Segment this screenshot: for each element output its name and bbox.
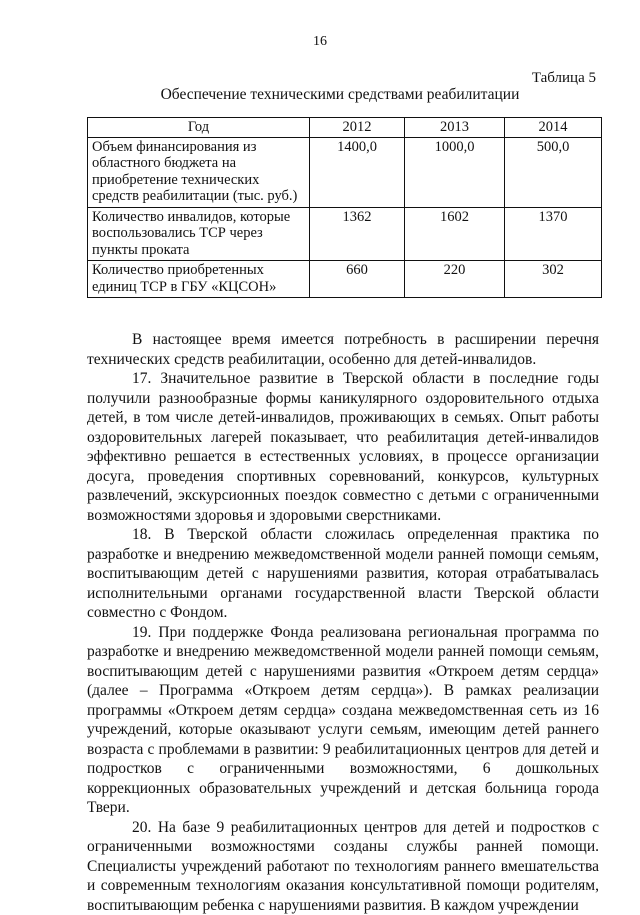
paragraph: 18. В Тверской области сложилась определенная практика по разработке и внедрению межведомственной модели ранней помощи семьям, воспитывающим детей с нарушениями развития, которая отрабатывалась исполнительными органами государственной власти Тверской области совместно с Фондом.: [87, 525, 599, 623]
table-row: [88, 261, 602, 298]
paragraph: 19. При поддержке Фонда реализована региональная программа по разработке и внедрению межведомственной модели ранней помощи семьям, воспитывающим детей с нарушениями развития «Откроем детям сердца» (далее – Программа «Откроем детям сердца»). В рамках реализации программы «Откроем детям сердца» создана межведомственная сеть из 16 учреждений, которые оказывают услуги семьям, имеющим детей раннего возраста с проблемами в развитии: 9 реабилитационных центров для детей и подростков с ограниченными возможностями, 6 дошкольных коррекционных образовательных учреждений и детская больница города Твери.: [87, 623, 599, 818]
cell-value: 1602: [405, 207, 505, 261]
table-label: Таблица 5: [532, 70, 596, 87]
cell-value: 220: [405, 261, 505, 298]
rehabilitation-means-table: [87, 117, 602, 298]
row-label: Количество приобретенных единиц ТСР в ГБУ «КЦСОН»: [88, 261, 310, 298]
table-header-row: [88, 118, 602, 138]
header-2012: 2012: [310, 118, 405, 138]
header-year: Год: [88, 118, 310, 138]
paragraph: 20. На базе 9 реабилитационных центров для детей и подростков с ограниченными возможностями созданы службы ранней помощи. Специалисты учреждений работают по технологиям раннего вмешательства и современным технологиям оказания консультативной помощи родителям, воспитывающим ребенка с нарушениями развития. В каждом учреждении: [87, 818, 599, 915]
cell-value: 660: [310, 261, 405, 298]
table-row: [88, 207, 602, 261]
header-2013: 2013: [405, 118, 505, 138]
page-number: 16: [0, 34, 640, 50]
cell-value: 1400,0: [310, 137, 405, 207]
table-title: Обеспечение техническими средствами реабилитации: [0, 86, 640, 104]
cell-value: 302: [505, 261, 602, 298]
paragraph: В настоящее время имеется потребность в расширении перечня технических средств реабилитации, особенно для детей-инвалидов.: [87, 330, 599, 369]
cell-value: 1370: [505, 207, 602, 261]
cell-value: 500,0: [505, 137, 602, 207]
cell-value: 1000,0: [405, 137, 505, 207]
table-row: [88, 137, 602, 207]
row-label: Объем финансирования из областного бюджета на приобретение технических средств реабилитации (тыс. руб.): [88, 137, 310, 207]
body-text: [87, 330, 599, 915]
row-label: Количество инвалидов, которые воспользовались ТСР через пункты проката: [88, 207, 310, 261]
header-2014: 2014: [505, 118, 602, 138]
cell-value: 1362: [310, 207, 405, 261]
paragraph: 17. Значительное развитие в Тверской области в последние годы получили разнообразные формы каникулярного оздоровительного отдыха детей, в том числе детей-инвалидов, проживающих в семьях. Опыт работы оздоровительных лагерей показывает, что реабилитация детей-инвалидов эффективно решается в естественных условиях, в процессе организации досуга, проведения спортивных соревнований, конкурсов, культурных развлечений, экскурсионных поездок совместно с детьми с ограниченными возможностями здоровья и здоровыми сверстниками.: [87, 369, 599, 525]
